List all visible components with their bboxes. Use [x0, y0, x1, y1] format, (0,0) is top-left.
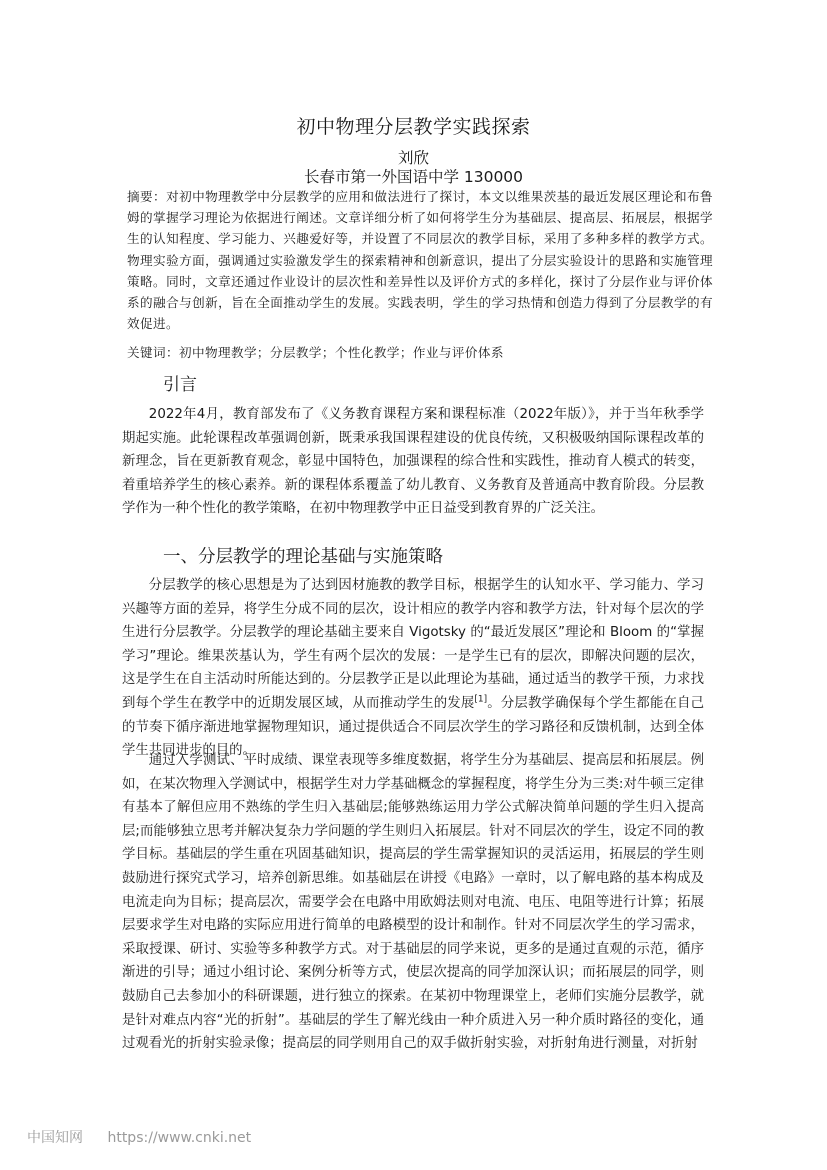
keywords: 关键词：初中物理教学；分层教学；个性化教学；作业与评价体系 [127, 345, 504, 360]
author-affiliation: 长春市第一外国语中学 130000 [303, 168, 524, 186]
abstract: 摘要：对初中物理教学中分层教学的应用和做法进行了探讨，本文以维果茨基的最近发展区理论和布鲁姆的掌握学习理论为依据进行阐述。文章详细分析了如何将学生分为基础层、提高层、拓展层，根据学生的认知程度、学习能力、兴趣爱好等，并设置了不同层次的教学目标，采用了多种多样的教学方式。物理实验方面，强调通过实验激发学生的探索精神和创新意识，提出了分层实验设计的思路和实施管理策略。同时，文章还通过作业设计的层次性和差异性以及评价方式的多样化，探讨了分层作业与评价体系的融合与创新，旨在全面推动学生的发展。实践表明，学生的学习热情和创造力得到了分层教学的有效促进。 [127, 189, 713, 332]
citation-ref[interactable]: [1] [474, 694, 488, 705]
paragraph-intro: 2022年4月，教育部发布了《义务教育课程方案和课程标准（2022年版）》，并于当年秋季学期起实施。此轮课程改革强调创新，既秉承我国课程建设的优良传统，又积极吸纳国际课程改革的新理念，旨在更新教育观念，彰显中国特色，加强课程的综合性和实践性，推动育人模式的转变，着重培养学生的核心素养。新的课程体系覆盖了幼儿教育、义务教育及普通高中教育阶段。分层教学作为一种个性化的教学策略，在初中物理教学中正日益受到教育界的广泛关注。 [122, 407, 704, 517]
cnki-logo: 中国知网 [27, 1130, 83, 1146]
section-heading-intro: 引言 [163, 375, 197, 395]
paragraph-1a-text-cont: 。分层教学确保每个学生都能在自己的节奏下循序渐进地掌握物理知识，通过提供适合不同层次学生的学习路径和反馈机制，达到全体学生共同进步的目的。 [122, 695, 704, 759]
paragraph-1a-text: 分层教学的核心思想是为了达到因材施教的教学目标，根据学生的认知水平、学习能力、学习兴趣等方面的差异，将学生分成不同的层次，设计相应的教学内容和教学方法，针对每个层次的学生进行分层教学。分层教学的理论基础主要来自 Vigotsky 的“最近发展区”理论和 Bloom 的“掌握学习”理论。维果茨基认为，学生有两个层次的发展：一是学生已有的层次，即解决问题的层次，这是学生在自主活动时所能达到的。分层教学正是以此理论为基础，通过适当的教学干预，力求找到每个学生在教学中的近期发展区域，从而推动学生的发展 [122, 578, 704, 711]
paper-title: 初中物理分层教学实践探索 [296, 116, 531, 138]
section-heading-1: 一、分层教学的理论基础与实施策略 [163, 547, 443, 567]
cnki-url[interactable]: https://www.cnki.net [107, 1130, 252, 1146]
author-name: 刘欣 [397, 149, 429, 167]
paragraph-1b: 通过入学测试、平时成绩、课堂表现等多维度数据，将学生分为基础层、提高层和拓展层。例如，在某次物理入学测试中，根据学生对力学基础概念的掌握程度，将学生分为三类:对牛顿三定律有基本了解但应用不熟练的学生归入基础层;能够熟练运用力学公式解决简单问题的学生归入提高层;而能够独立思考并解决复杂力学问题的学生则归入拓展层。针对不同层次的学生，设定不同的教学目标。基础层的学生重在巩固基础知识，提高层的学生需掌握知识的灵活运用，拓展层的学生则鼓励进行探究式学习，培养创新思维。如基础层在讲授《电路》一章时，以了解电路的基本构成及电流走向为目标；提高层次，需要学会在电路中用欧姆法则对电流、电压、电阻等进行计算；拓展层要求学生对电路的实际应用进行简单的电路模型的设计和制作。针对不同层次学生的学习需求，采取授课、研讨、实验等多种教学方式。对于基础层的同学来说，更多的是通过直观的示范，循序渐进的引导；通过小组讨论、案例分析等方式，使层次提高的同学加深认识；而拓展层的同学，则鼓励自己去参加小的科研课题，进行独立的探索。在某初中物理课堂上，老师们实施分层教学，就是针对难点内容“光的折射”。基础层的学生了解光线由一种介质进入另一种介质时路径的变化，通过观看光的折射实验录像；提高层的同学则用自己的双手做折射实验，对折射角进行测量，对折射 [122, 753, 704, 1052]
paragraph-1a [122, 574, 704, 763]
footer-watermark [27, 1127, 251, 1147]
